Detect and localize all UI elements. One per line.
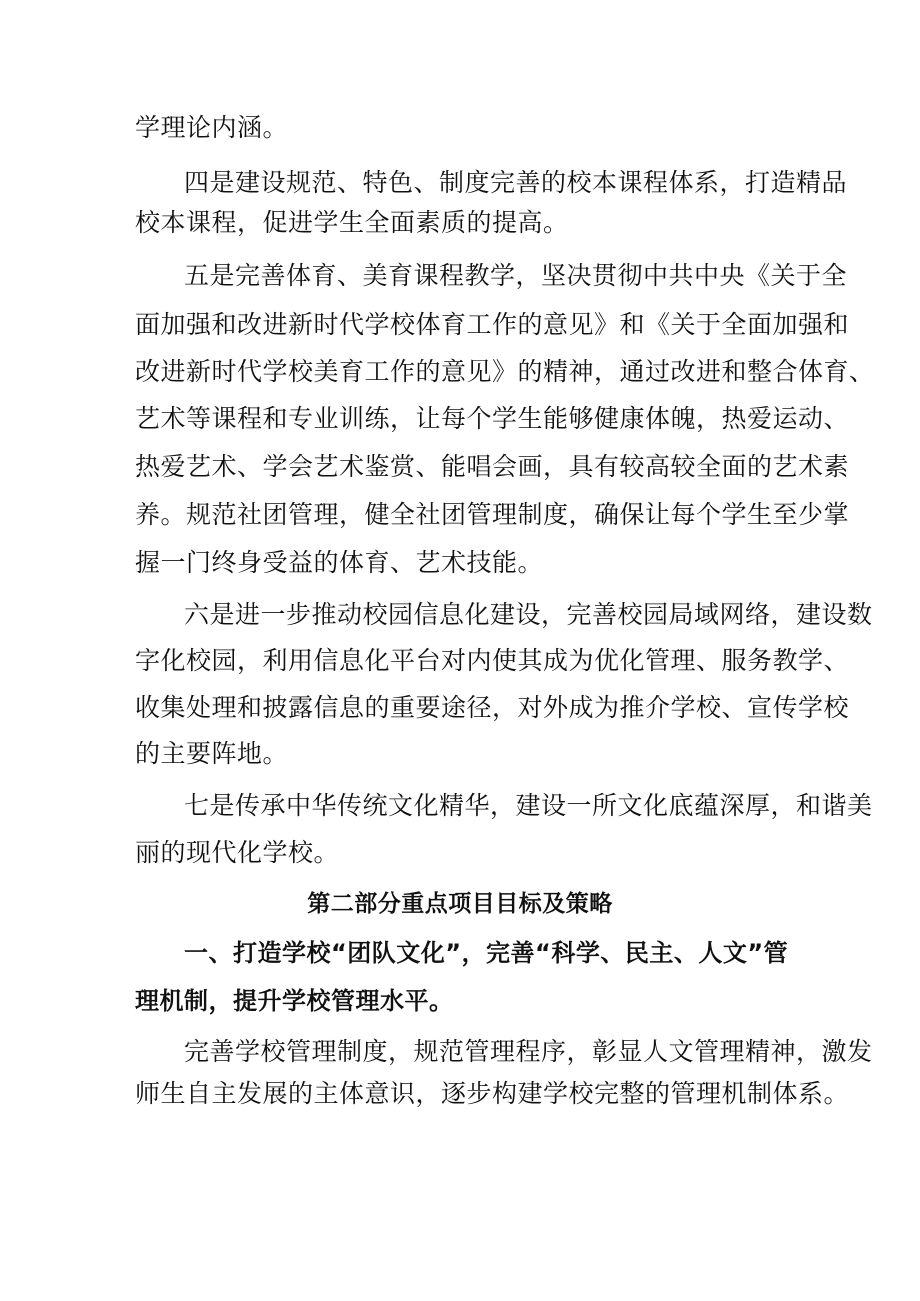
subheading-line-1: 一、打造学校“团队文化”，完善“科学、民主、人文”管 xyxy=(184,939,789,967)
paragraph-4-line-4: 的主要阵地。 xyxy=(135,739,289,768)
paragraph-4-line-1: 六是进一步推动校园信息化建设，完善校园局域网络，建设数 xyxy=(184,600,873,629)
paragraph-6-line-2: 师生自主发展的主体意识，逐步构建学校完整的管理机制体系。 xyxy=(135,1079,850,1108)
paragraph-3-line-2: 面加强和改进新时代学校体育工作的意见》和《关于全面加强和 xyxy=(135,310,850,339)
paragraph-3-line-5: 热爱艺术、学会艺术鉴赏、能唱会画，具有较高较全面的艺术素 xyxy=(135,452,850,481)
paragraph-3-line-4: 艺术等课程和专业训练，让每个学生能够健康体魄，热爱运动、 xyxy=(135,404,850,433)
paragraph-3-line-6: 养。规范社团管理，健全社团管理制度，确保让每个学生至少掌 xyxy=(135,500,850,529)
paragraph-2-line-2: 校本课程，促进学生全面素质的提高。 xyxy=(135,208,569,237)
section-heading: 第二部分重点项目目标及策略 xyxy=(307,891,613,917)
paragraph-4-line-3: 收集处理和披露信息的重要途径，对外成为推介学校、宣传学校 xyxy=(135,693,850,722)
paragraph-5-line-2: 丽的现代化学校。 xyxy=(135,838,340,867)
paragraph-3-line-3: 改进新时代学校美育工作的意见》的精神，通过改进和整合体育、 xyxy=(135,357,875,386)
paragraph-3-line-1: 五是完善体育、美育课程教学，坚决贯彻中共中央《关于全 xyxy=(184,261,848,290)
subheading-line-2: 理机制，提升学校管理水平。 xyxy=(135,987,454,1015)
paragraph-2-line-1: 四是建设规范、特色、制度完善的校本课程体系，打造精品 xyxy=(184,168,848,197)
paragraph-1-line-1: 学理论内涵。 xyxy=(135,113,289,142)
paragraph-5-line-1: 七是传承中华传统文化精华，建设一所文化底蕴深厚，和谐美 xyxy=(184,791,873,820)
paragraph-4-line-2: 字化校园，利用信息化平台对内使其成为优化管理、服务教学、 xyxy=(135,646,850,675)
paragraph-3-line-7: 握一门终身受益的体育、艺术技能。 xyxy=(135,548,544,577)
paragraph-6-line-1: 完善学校管理制度，规范管理程序，彰显人文管理精神，激发 xyxy=(184,1037,873,1066)
